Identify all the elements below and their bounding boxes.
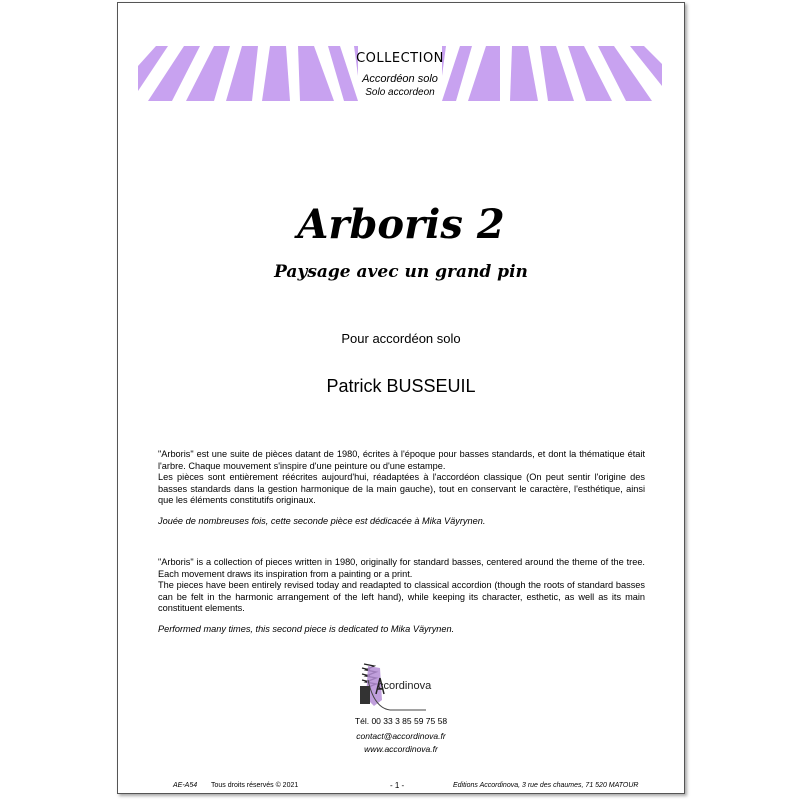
collection-banner — [138, 46, 662, 101]
collection-label: COLLECTION — [356, 51, 444, 66]
contact-email[interactable]: contact@accordinova.fr — [356, 731, 446, 741]
page-number: - 1 - — [390, 781, 405, 790]
instrumentation: Pour accordéon solo — [341, 331, 461, 346]
description-fr-paragraph-2: Les pièces sont entièrement réécrites aujourd'hui, réadaptées à l'accordéon classique (On peut sentir l'origine des basses standards dans la gestion harmonique de la main gauche), tout en conservant le caractère, l'esthétique, ainsi que les éléments constitutifs originaux. — [158, 472, 645, 505]
copyright-notice: Tous droits réservés © 2021 — [211, 782, 299, 789]
dedication-english: Performed many times, this second piece is dedicated to Mika Väyrynen. — [158, 623, 455, 634]
description-en-paragraph-2: The pieces have been entirely revised today and readapted to classical accordion (though the roots of standard basses can be felt in the harmonic arrangement of the left hand), while keeping its character, esthetic, as well as its main constituent elements. — [158, 580, 645, 613]
description-en-paragraph-1: "Arboris" is a collection of pieces written in 1980, originally for standard basses, centered around the theme of the tree. Each movement draws its inspiration from a painting or a print. — [158, 557, 645, 579]
description-english — [158, 557, 645, 635]
description-french — [158, 449, 645, 527]
publisher-logo-text: ccordinova — [378, 680, 432, 692]
dedication-french: Jouée de nombreuses fois, cette seconde pièce est dédicacée à Mika Väyrynen. — [158, 515, 486, 526]
catalog-reference: AE-A54 — [173, 782, 198, 789]
score-cover-page — [117, 2, 685, 794]
contact-website[interactable]: www.accordinova.fr — [364, 744, 438, 754]
description-fr-paragraph-1: "Arboris" est une suite de pièces datant de 1980, écrites à l'époque pour basses standards, et dont la thématique était l'arbre. Chaque mouvement s'inspire d'une peinture ou d'une estampe. — [158, 449, 645, 471]
contact-phone: Tél. 00 33 3 85 59 75 58 — [354, 716, 448, 726]
publisher-logo — [356, 660, 456, 715]
series-name-english: Solo accordeon — [365, 87, 435, 98]
series-name-french: Accordéon solo — [362, 73, 438, 85]
work-subtitle: Paysage avec un grand pin — [274, 262, 528, 282]
composer-name: Patrick BUSSEUIL — [326, 376, 476, 396]
publisher-address: Editions Accordinova, 3 rue des chaumes, 71 520 MATOUR — [453, 782, 639, 789]
work-title: Arboris 2 — [297, 201, 505, 248]
